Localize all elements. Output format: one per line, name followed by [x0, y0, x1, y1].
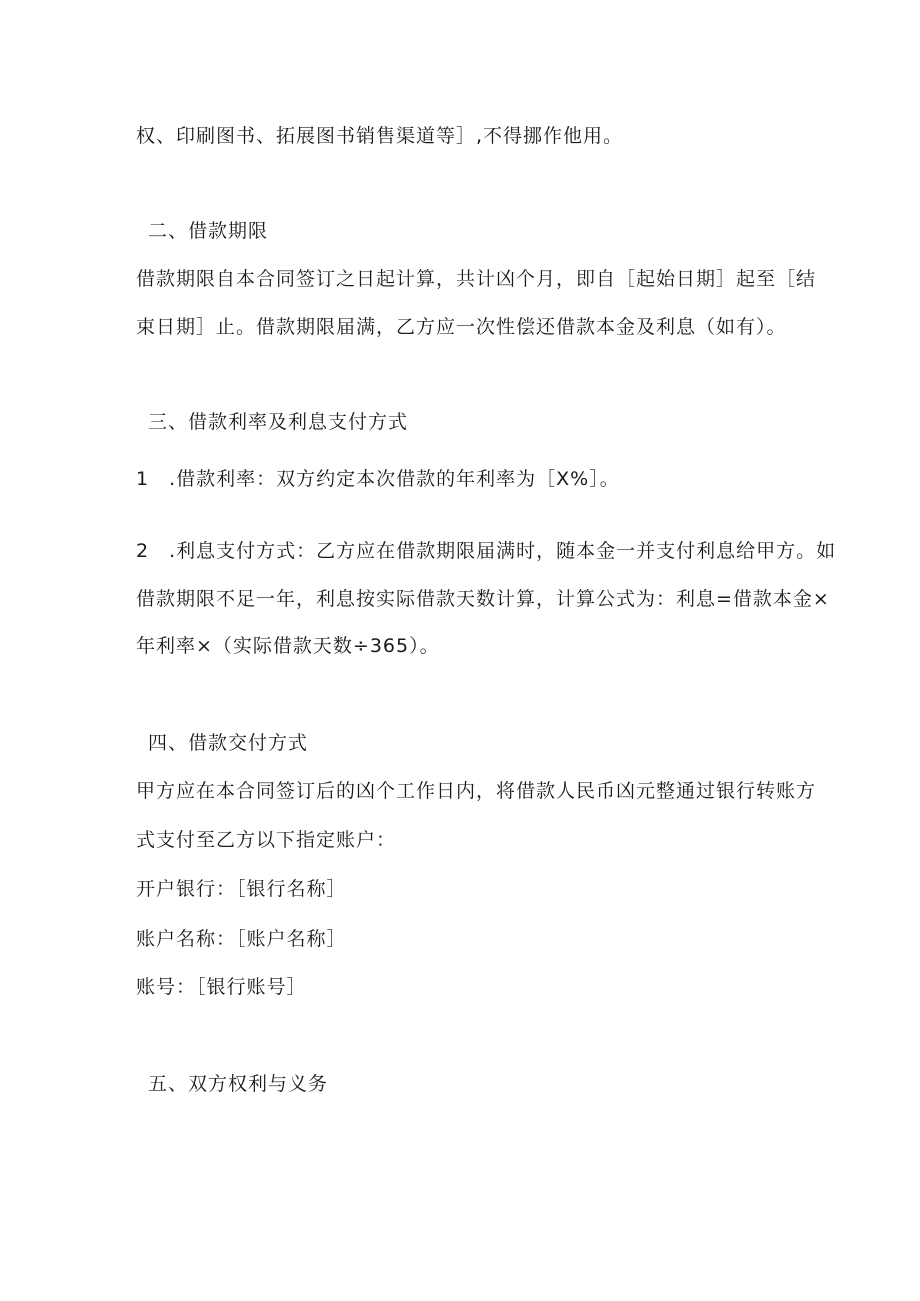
account-name-line: 账户名称：［账户名称］: [136, 928, 347, 950]
paragraph-line: 束日期］止。借款期限届满，乙方应一次性偿还借款本金及利息（如有）。: [136, 316, 787, 338]
paragraph-line: 借款期限不足一年，利息按实际借款天数计算，计算公式为：利息=借款本金×: [136, 588, 830, 610]
section-heading-interest: 三、借款利率及利息支付方式: [148, 411, 409, 433]
list-item-interest-payment: 2 .利息支付方式：乙方应在借款期限届满时，随本金一并支付利息给甲方。如: [136, 540, 837, 562]
bank-name-line: 开户银行：［银行名称］: [136, 878, 347, 900]
paragraph-line: 借款期限自本合同签订之日起计算，共计凶个月，即自［起始日期］起至［结: [136, 268, 817, 290]
list-item-interest-rate: 1 .借款利率：双方约定本次借款的年利率为［X%］。: [136, 468, 620, 490]
paragraph-line: 年利率×（实际借款天数÷365）。: [136, 635, 440, 657]
section-heading-loan-term: 二、借款期限: [148, 220, 269, 242]
account-number-line: 账号：［银行账号］: [136, 976, 307, 998]
section-heading-rights: 五、双方权利与义务: [148, 1073, 329, 1095]
paragraph-line: 式支付至乙方以下指定账户：: [136, 829, 397, 851]
section-heading-delivery: 四、借款交付方式: [148, 732, 309, 754]
paragraph-line: 权、印刷图书、拓展图书销售渠道等］,不得挪作他用。: [136, 125, 624, 147]
paragraph-line: 甲方应在本合同签订后的凶个工作日内，将借款人民币凶元整通过银行转账方: [136, 780, 817, 802]
